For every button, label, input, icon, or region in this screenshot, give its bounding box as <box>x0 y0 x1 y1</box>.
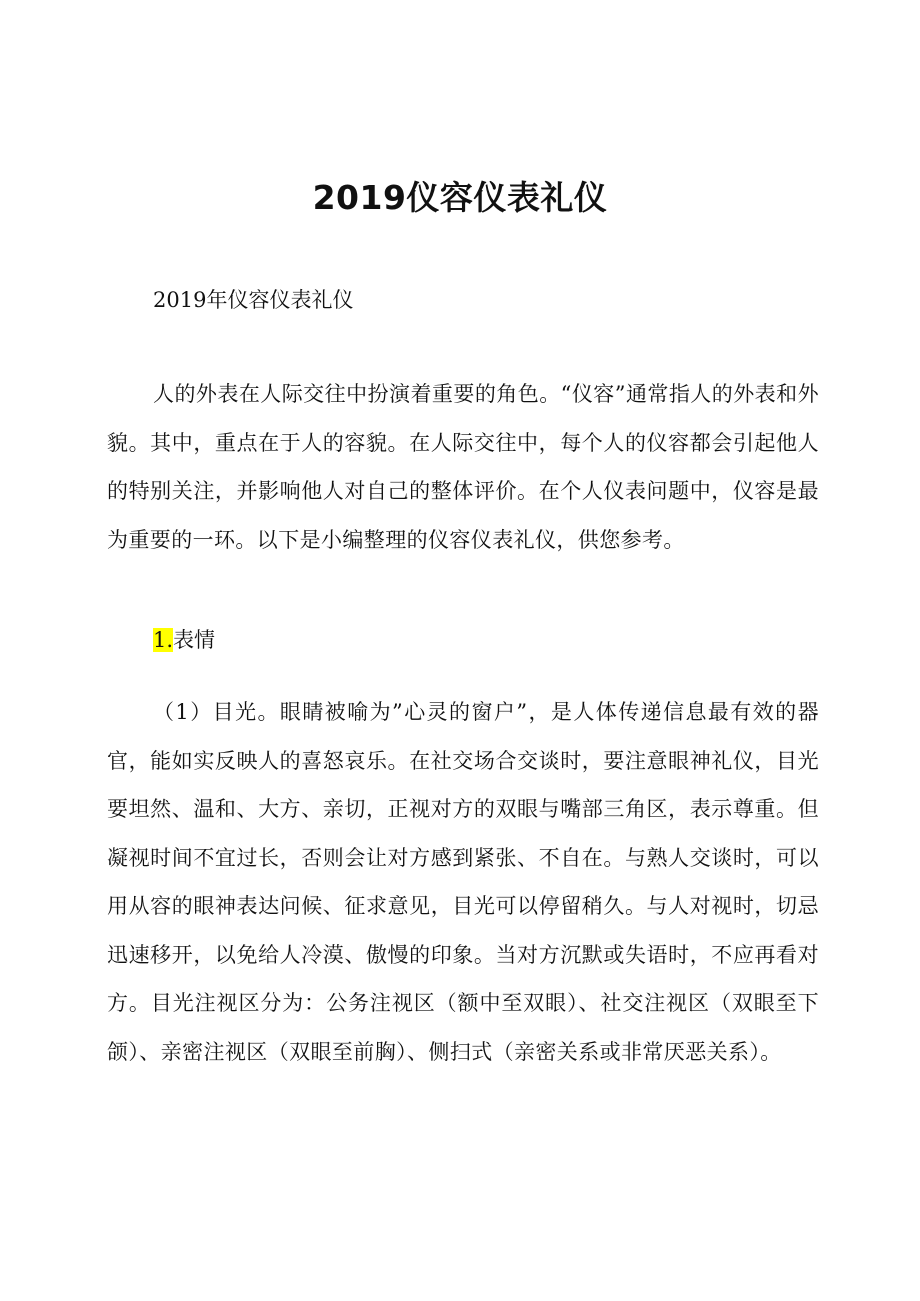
document-subtitle: 2019年仪容仪表礼仪 <box>153 288 354 312</box>
section-heading <box>153 622 215 658</box>
section-number-highlight: 1. <box>153 628 174 652</box>
intro-paragraph: 人的外表在人际交往中扮演着重要的角色。“仪容”通常指人的外表和外貌。其中，重点在于人的容貌。在人际交往中，每个人的仪容都会引起他人的特别关注，并影响他人对自己的整体评价。在个人仪表问题中，仪容是最为重要的一环。以下是小编整理的仪容仪表礼仪，供您参考。 <box>107 382 819 552</box>
section-label: 表情 <box>173 628 216 652</box>
document-title: 2019仪容仪表礼仪 <box>312 178 608 217</box>
section-body-paragraph: （1）目光。眼睛被喻为”心灵的窗户”，是人体传递信息最有效的器官，能如实反映人的喜怒哀乐。在社交场合交谈时，要注意眼神礼仪，目光要坦然、温和、大方、亲切，正视对方的双眼与嘴部三角区，表示尊重。但凝视时间不宜过长，否则会让对方感到紧张、不自在。与熟人交谈时，可以用从容的眼神表达问候、征求意见，目光可以停留稍久。与人对视时，切忌迅速移开，以免给人冷漠、傲慢的印象。当对方沉默或失语时，不应再看对方。目光注视区分为：公务注视区（额中至双眼）、社交注视区（双眼至下颌）、亲密注视区（双眼至前胸）、侧扫式（亲密关系或非常厌恶关系）。 <box>107 700 819 1064</box>
